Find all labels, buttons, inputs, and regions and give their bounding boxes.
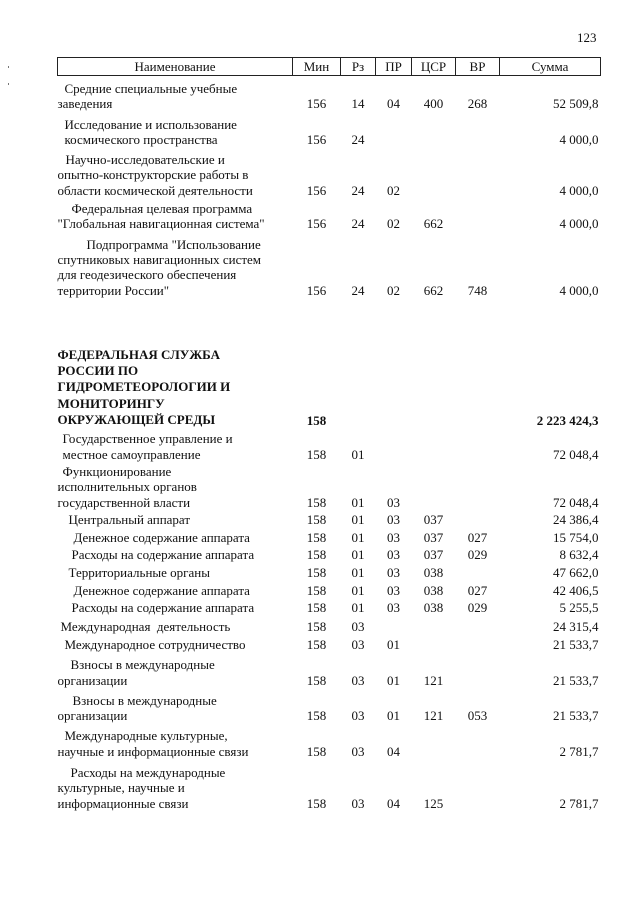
- cell-csr: 121: [423, 672, 444, 688]
- table-body: [58, 76, 601, 811]
- item-name: [58, 545, 293, 562]
- item-name: [58, 688, 293, 724]
- margin-mark: [8, 83, 9, 85]
- cell-min: 156: [306, 131, 327, 147]
- item-name-line: Международные культурные,: [64, 728, 228, 744]
- cell-rz: 14: [351, 96, 365, 112]
- cell-vr: [456, 428, 500, 462]
- page-number: 123: [577, 30, 597, 45]
- item-name-line: ОКРУЖАЮЩЕЙ СРЕДЫ: [57, 412, 216, 428]
- cell-csr: 038: [423, 583, 444, 599]
- item-name-line: государственной власти: [57, 494, 191, 510]
- item-name-line: Денежное содержание аппарата: [73, 583, 250, 599]
- item-name-line: Государственное управление и: [62, 431, 233, 447]
- cell-vr: [456, 462, 500, 510]
- cell-vr: 027: [467, 530, 488, 546]
- cell-rz: 03: [351, 795, 365, 811]
- item-name-line: организации: [57, 672, 128, 688]
- cell-pr: [376, 616, 412, 634]
- cell-vr: [456, 510, 500, 527]
- table-row: [58, 652, 601, 688]
- cell-sum: 21 533,7: [553, 708, 599, 724]
- item-name: [58, 563, 293, 580]
- cell-min: 158: [306, 530, 327, 546]
- item-name-line: организации: [57, 708, 128, 724]
- item-name-line: Подпрограмма "Использование: [86, 236, 261, 252]
- item-name-line: Исследование и использование: [64, 116, 237, 132]
- cell-vr: 748: [467, 282, 488, 298]
- cell-csr: [412, 428, 456, 462]
- item-name: [58, 76, 293, 112]
- cell-sum: 4 000,0: [559, 216, 599, 232]
- cell-min: 158: [306, 494, 327, 510]
- item-name-line: исполнительных органов: [57, 479, 197, 495]
- table-row: [58, 147, 601, 198]
- table-row: [58, 563, 601, 580]
- cell-pr: 02: [387, 182, 400, 198]
- table-row: [58, 112, 601, 148]
- cell-pr: 01: [387, 636, 400, 652]
- cell-rz: [341, 347, 376, 428]
- item-name-line: Расходы на международные: [70, 764, 226, 780]
- item-name-line: космического пространства: [64, 131, 218, 147]
- cell-vr: [456, 723, 500, 759]
- item-name: [58, 112, 293, 148]
- item-name-line: для геодезического обеспечения: [57, 267, 237, 283]
- cell-min: 158: [306, 547, 327, 563]
- table-row: [58, 759, 601, 811]
- cell-sum: 4 000,0: [559, 182, 599, 198]
- table-row: [58, 598, 601, 615]
- item-name: [58, 580, 293, 598]
- item-name: [58, 527, 293, 545]
- table-row: [58, 723, 601, 759]
- cell-min: 158: [306, 618, 327, 634]
- cell-min: 158: [306, 636, 327, 652]
- cell-pr: 02: [387, 216, 400, 232]
- cell-vr: 053: [467, 708, 488, 724]
- cell-vr: 029: [467, 547, 488, 563]
- cell-sum: 21 533,7: [553, 672, 599, 688]
- item-name-line: Международное сотрудничество: [64, 636, 246, 652]
- cell-csr: 037: [423, 511, 444, 527]
- cell-min: 158: [306, 743, 327, 759]
- cell-min: 156: [306, 96, 327, 112]
- cell-vr: [456, 563, 500, 580]
- cell-min: 156: [306, 216, 327, 232]
- cell-csr: [412, 462, 456, 510]
- cell-sum: 15 754,0: [553, 530, 599, 546]
- table-row: [58, 510, 601, 527]
- table-header: [58, 58, 601, 76]
- cell-rz: 01: [351, 446, 365, 462]
- item-name: [58, 616, 293, 634]
- cell-sum: 24 315,4: [553, 618, 599, 634]
- cell-min: 156: [306, 282, 327, 298]
- cell-vr: 027: [467, 583, 488, 599]
- cell-csr: [412, 147, 456, 198]
- item-name-line: ФЕДЕРАЛЬНАЯ СЛУЖБА: [57, 346, 220, 362]
- cell-min: 158: [306, 672, 327, 688]
- cell-csr: 662: [423, 282, 444, 298]
- item-name-line: ГИДРОМЕТЕОРОЛОГИИ И: [57, 379, 231, 395]
- cell-rz: 03: [351, 636, 365, 652]
- cell-sum: 72 048,4: [553, 446, 599, 462]
- budget-table: [57, 57, 601, 811]
- cell-sum: 24 386,4: [553, 511, 599, 527]
- cell-pr: 03: [387, 511, 400, 527]
- margin-mark: [8, 66, 9, 68]
- header-vr: ВР: [456, 58, 500, 76]
- cell-min: 158: [306, 583, 327, 599]
- cell-csr: 038: [423, 600, 444, 616]
- item-name: [58, 147, 293, 198]
- table-row: [58, 462, 601, 510]
- cell-csr: 037: [423, 530, 444, 546]
- cell-pr: 04: [387, 743, 400, 759]
- item-name-line: Взносы в международные: [72, 692, 217, 708]
- cell-csr: [412, 347, 456, 428]
- cell-csr: [412, 723, 456, 759]
- table-row: [58, 428, 601, 462]
- cell-sum: 21 533,7: [553, 636, 599, 652]
- header-sum: Сумма: [500, 58, 601, 76]
- item-name-line: Международная деятельность: [60, 618, 231, 634]
- cell-csr: 037: [423, 547, 444, 563]
- cell-pr: 03: [387, 530, 400, 546]
- cell-rz: 01: [351, 547, 365, 563]
- cell-pr: 04: [387, 96, 400, 112]
- cell-csr: 662: [423, 216, 444, 232]
- item-name-line: МОНИТОРИНГУ: [57, 395, 165, 411]
- item-name: [58, 232, 293, 298]
- cell-sum: 72 048,4: [553, 494, 599, 510]
- item-name: [58, 598, 293, 615]
- cell-rz: 01: [351, 530, 365, 546]
- cell-rz: 01: [351, 494, 365, 510]
- item-name: [58, 347, 293, 428]
- item-name-line: Денежное содержание аппарата: [73, 530, 250, 546]
- cell-csr: [412, 112, 456, 148]
- item-name-line: Центральный аппарат: [68, 511, 191, 527]
- cell-csr: [412, 616, 456, 634]
- cell-vr: [456, 198, 500, 232]
- cell-vr: [456, 759, 500, 811]
- item-name-line: местное самоуправление: [62, 446, 201, 462]
- cell-rz: 01: [351, 600, 365, 616]
- cell-rz: 24: [351, 182, 365, 198]
- item-name-line: спутниковых навигационных систем: [57, 251, 262, 267]
- cell-rz: 24: [351, 282, 365, 298]
- cell-pr: 03: [387, 564, 400, 580]
- cell-pr: 01: [387, 708, 400, 724]
- table-row: [58, 688, 601, 724]
- table-row: [58, 232, 601, 298]
- item-name-line: научные и информационные связи: [57, 743, 249, 759]
- item-name: [58, 759, 293, 811]
- item-name-line: Научно-исследовательские и: [65, 152, 225, 168]
- cell-pr: 03: [387, 583, 400, 599]
- cell-sum: 5 255,5: [559, 600, 599, 616]
- table-row: [58, 616, 601, 634]
- cell-csr: 125: [423, 795, 444, 811]
- cell-rz: 03: [351, 618, 365, 634]
- cell-vr: 029: [467, 600, 488, 616]
- item-name-line: опытно-конструкторские работы в: [57, 167, 249, 183]
- cell-sum: 4 000,0: [559, 282, 599, 298]
- cell-sum: 2 781,7: [559, 795, 599, 811]
- cell-csr: 121: [423, 708, 444, 724]
- cell-pr: 04: [387, 795, 400, 811]
- cell-rz: 03: [351, 708, 365, 724]
- item-name-line: культурные, научные и: [57, 780, 185, 796]
- header-min: Мин: [293, 58, 341, 76]
- cell-pr: [376, 112, 412, 148]
- table-row: [58, 634, 601, 652]
- item-name-line: заведения: [57, 96, 113, 112]
- item-name: [58, 428, 293, 462]
- cell-sum: 2 781,7: [559, 743, 599, 759]
- cell-csr: 400: [423, 96, 444, 112]
- cell-pr: 01: [387, 672, 400, 688]
- cell-sum: 2 223 424,3: [536, 413, 599, 429]
- cell-sum: 42 406,5: [553, 583, 599, 599]
- item-name: [58, 510, 293, 527]
- cell-csr: 038: [423, 564, 444, 580]
- header-pr: ПР: [376, 58, 412, 76]
- cell-sum: 52 509,8: [553, 96, 599, 112]
- cell-vr: [456, 616, 500, 634]
- cell-vr: [456, 112, 500, 148]
- cell-min: 156: [306, 182, 327, 198]
- table-row: [58, 580, 601, 598]
- table-row: [58, 545, 601, 562]
- cell-csr: [412, 634, 456, 652]
- table-row: [58, 76, 601, 112]
- table-row: [58, 347, 601, 428]
- cell-rz: 03: [351, 743, 365, 759]
- cell-rz: 01: [351, 583, 365, 599]
- cell-sum: 4 000,0: [559, 131, 599, 147]
- cell-min: 158: [306, 511, 327, 527]
- cell-min: 158: [306, 708, 327, 724]
- cell-rz: 01: [351, 564, 365, 580]
- table-row: [58, 198, 601, 232]
- item-name-line: Территориальные органы: [68, 564, 210, 580]
- item-name-line: Функционирование: [62, 463, 172, 479]
- item-name-line: Взносы в международные: [70, 657, 215, 673]
- item-name: [58, 634, 293, 652]
- spacer-row: [58, 298, 601, 347]
- cell-vr: [456, 347, 500, 428]
- item-name-line: Расходы на содержание аппарата: [71, 600, 255, 616]
- item-name-line: области космической деятельности: [57, 182, 253, 198]
- cell-pr: 02: [387, 282, 400, 298]
- item-name-line: информационные связи: [57, 795, 189, 811]
- cell-min: 158: [306, 600, 327, 616]
- header-csr: ЦСР: [412, 58, 456, 76]
- cell-vr: [456, 147, 500, 198]
- cell-min: 158: [306, 564, 327, 580]
- cell-rz: 24: [351, 131, 365, 147]
- cell-pr: 03: [387, 600, 400, 616]
- cell-rz: 03: [351, 672, 365, 688]
- cell-pr: 03: [387, 494, 400, 510]
- item-name-line: РОССИИ ПО: [57, 363, 139, 379]
- item-name-line: Расходы на содержание аппарата: [71, 547, 255, 563]
- cell-vr: [456, 634, 500, 652]
- item-name-line: "Глобальная навигационная система": [57, 216, 265, 232]
- cell-min: 158: [306, 795, 327, 811]
- header-name: Наименование: [58, 58, 293, 76]
- cell-min: 158: [306, 413, 327, 429]
- item-name-line: территории России": [57, 282, 170, 298]
- cell-sum: 47 662,0: [553, 564, 599, 580]
- item-name: [58, 462, 293, 510]
- item-name: [58, 198, 293, 232]
- cell-rz: 24: [351, 216, 365, 232]
- cell-pr: [376, 347, 412, 428]
- item-name-line: Средние специальные учебные: [64, 81, 238, 96]
- cell-min: 158: [306, 446, 327, 462]
- item-name: [58, 652, 293, 688]
- cell-rz: 01: [351, 511, 365, 527]
- header-rz: Рз: [341, 58, 376, 76]
- cell-sum: 8 632,4: [559, 547, 599, 563]
- cell-vr: 268: [467, 96, 488, 112]
- item-name-line: Федеральная целевая программа: [71, 201, 253, 217]
- cell-pr: 03: [387, 547, 400, 563]
- cell-vr: [456, 652, 500, 688]
- item-name: [58, 723, 293, 759]
- table-row: [58, 527, 601, 545]
- cell-pr: [376, 428, 412, 462]
